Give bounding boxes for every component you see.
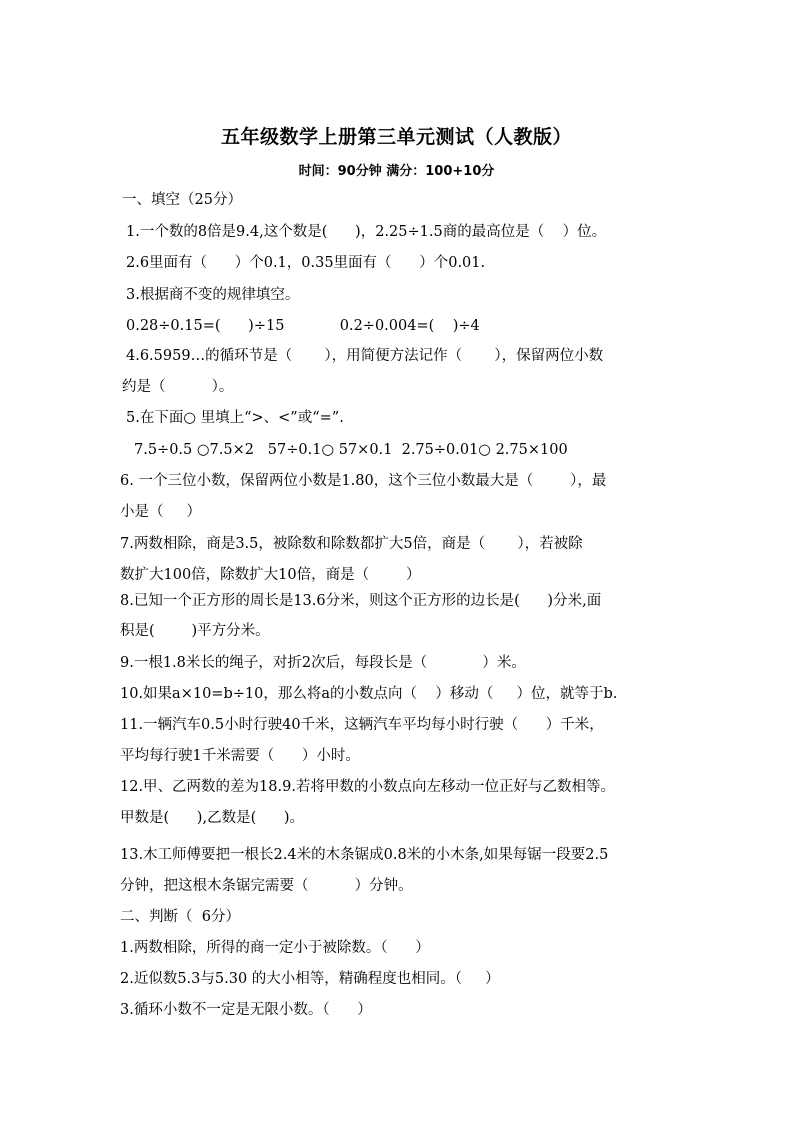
question-line: 小是（ ） — [120, 504, 202, 520]
question-line: 13.木工师傅要把一根长2.4米的木条锯成0.8米的小木条,如果每锯一段要2.5 — [120, 847, 609, 863]
question-line: 甲数是( ),乙数是( )。 — [120, 810, 305, 826]
question-line: 7.两数相除，商是3.5，被除数和除数都扩大5倍，商是（ ），若被除 — [120, 536, 583, 552]
section-heading-true-false: 二、判断（ 6分） — [120, 909, 240, 925]
question-line: 6. 一个三位小数，保留两位小数是1.80，这个三位小数最大是（ ），最 — [120, 473, 607, 489]
question-line: 积是( )平方分米。 — [120, 623, 270, 639]
question-line: 11.一辆汽车0.5小时行驶40千米，这辆汽车平均每小时行驶（ ）千米， — [120, 717, 604, 733]
section-heading-fill-in: 一、填空（25分） — [122, 192, 242, 208]
question-line: 10.如果a×10=b÷10，那么将a的小数点向（ ）移动（ ）位，就等于b. — [120, 686, 618, 702]
page-title: 五年级数学上册第三单元测试（人教版） — [220, 126, 572, 148]
question-line: 5.在下面○ 里填上“>、<”或“=”. — [126, 410, 344, 426]
question-line: 3.循环小数不一定是无限小数。（ ） — [120, 1002, 372, 1018]
question-line: 12.甲、乙两数的差为18.9.若将甲数的小数点向左移动一位正好与乙数相等。 — [120, 779, 615, 795]
page-subtitle: 时间：90分钟 满分：100+10分 — [298, 164, 495, 179]
question-line: 8.已知一个正方形的周长是13.6分米，则这个正方形的边长是( )分米,面 — [120, 593, 602, 609]
question-line: 平均每行驶1千米需要（ ）小时。 — [120, 748, 360, 764]
question-line: 分钟，把这根木条锯完需要（ ）分钟。 — [120, 878, 413, 894]
question-line: 0.28÷0.15=( )÷15 0.2÷0.004=( )÷4 — [126, 318, 480, 334]
question-line: 1.两数相除，所得的商一定小于被除数。（ ） — [120, 940, 430, 956]
question-line: 1.一个数的8倍是9.4,这个数是( )，2.25÷1.5商的最高位是（ ）位。 — [126, 224, 607, 240]
question-line: 数扩大100倍，除数扩大10倍，商是（ ） — [120, 567, 421, 583]
question-line: 7.5÷0.5 ○7.5×2 57÷0.1○ 57×0.1 2.75÷0.01○ 2.75×100 — [134, 442, 568, 458]
question-line: 4.6.5959…的循环节是（ ），用简便方法记作（ ），保留两位小数 — [126, 348, 604, 364]
question-line: 约是（ ）。 — [122, 379, 234, 395]
question-line: 2.近似数5.3与5.30 的大小相等，精确程度也相同。（ ） — [120, 971, 500, 987]
question-line: 9.一根1.8米长的绳子，对折2次后，每段长是（ ）米。 — [120, 655, 526, 671]
question-line: 3.根据商不变的规律填空。 — [126, 287, 300, 303]
question-line: 2.6里面有（ ）个0.1，0.35里面有（ ）个0.01. — [126, 255, 486, 271]
